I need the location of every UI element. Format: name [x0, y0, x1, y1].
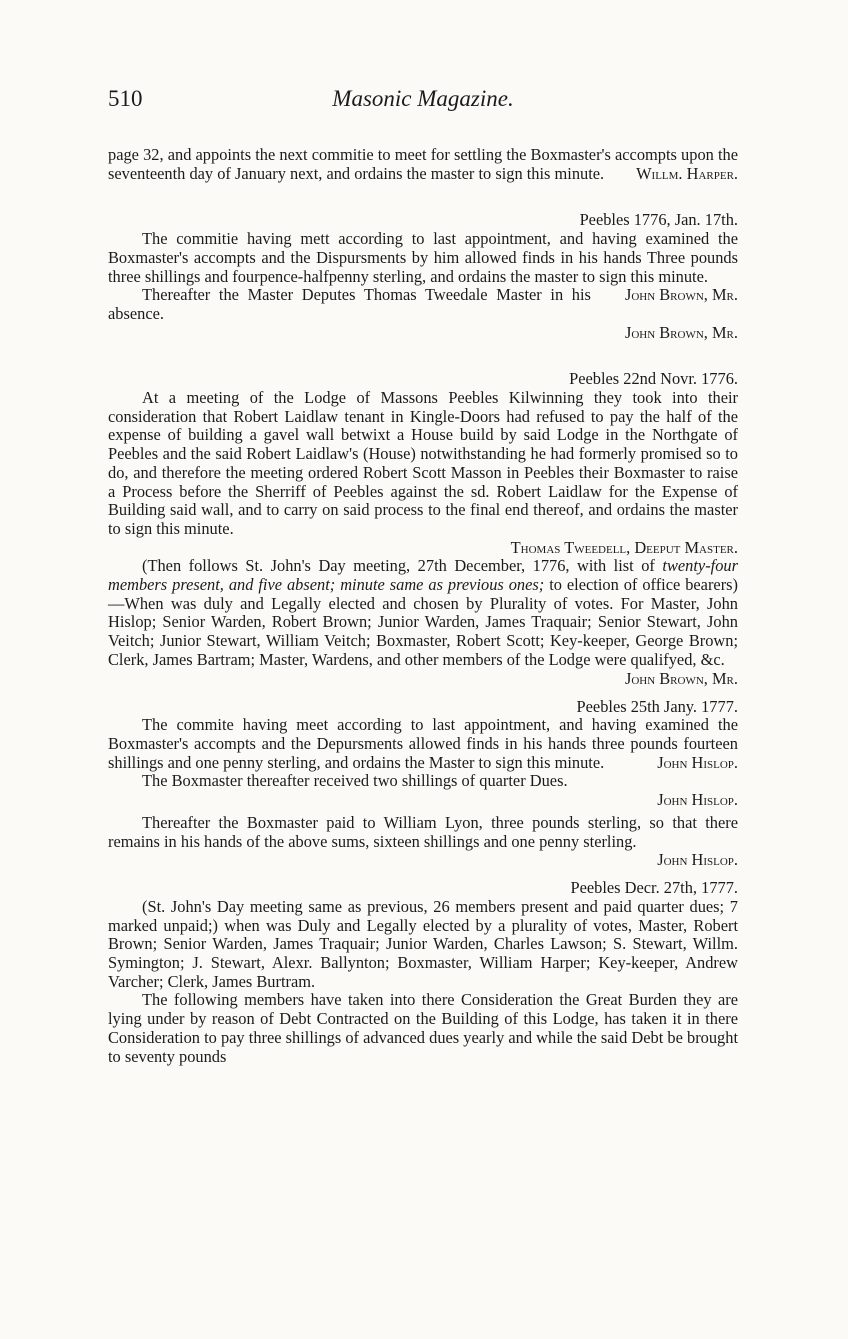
minute-paragraph — [108, 716, 738, 772]
paragraph-text: to election of office bearers)—When was duly and Legally elected and chosen by Plurality of votes. For Master, John Hislop; Senior Warden, Robert Brown; Junior Warden, James Traquair; Senior Stewart, John Veitch; Junior Stewart, William Veitch; Boxmaster, Robert Scott; Key-keeper, George Brown; Clerk, James Bartram; Master, Wardens, and other members of the Lodge were qualifyed, &c. — [108, 575, 738, 669]
minute-dateline: Peebles 25th Jany. 1777. — [576, 696, 738, 716]
signature: John Hislop. — [657, 752, 738, 772]
paragraph-text: The commitie having mett according to last appointment, and having examined the Boxmaster's accompts and the Dispursments by him allowed finds in his hands Three pounds three shillings and fourpence-halfpenny sterling, and ordains the master to sign this minute. — [108, 229, 738, 286]
minute-paragraph — [108, 146, 738, 183]
signature: John Brown, Mr. — [624, 285, 738, 305]
paragraph-text: The commite having meet according to last appointment, and having examined the Boxmaster's accompts and the Depursments allowed finds in his hands three pounds fourteen shillings and one penny sterling, and ordains the Master to sign this minute. — [108, 715, 738, 772]
minute-dateline: Peebles Decr. 27th, 1777. — [570, 878, 738, 898]
signature: John Hislop. — [657, 850, 738, 870]
minute-dateline: Peebles 1776, Jan. 17th. — [579, 210, 738, 230]
italic-text: twenty-four members present, and five absent; minute same as previous ones; — [108, 556, 738, 595]
signature: Thomas Tweedell, Deeput Master. — [510, 537, 738, 557]
signature: John Brown, Mr. — [624, 322, 738, 342]
signature: John Brown, Mr. — [624, 668, 738, 688]
paragraph-text: (Then follows St. John's Day meeting, 27th December, 1776, with list of — [142, 556, 663, 576]
page-body — [108, 146, 738, 1066]
minute-paragraph: (St. John's Day meeting same as previous, 26 members present and paid quarter dues; 7 marked unpaid;) when was Duly and Legally elected by a plurality of votes, Master, Robert Brown; Senior Warden, James Traquair; Junior Warden, Charles Lawson; S. Stewart, Willm. Symington; J. Stewart, Alexr. Ballynton; Boxmaster, William Harper; Key-keeper, Andrew Varcher; Clerk, James Burtram. — [108, 896, 738, 991]
signature: John Hislop. — [657, 790, 738, 810]
minute-dateline: Peebles 22nd Novr. 1776. — [569, 369, 738, 389]
minute-paragraph: The Boxmaster thereafter received two shillings of quarter Dues. — [142, 771, 568, 791]
minute-paragraph — [108, 812, 738, 870]
minute-paragraph: The following members have taken into there Consideration the Great Burden they are lying under by reason of Debt Contracted on the Building of this Lodge, has taken it in there Consideration to pay three shillings of advanced dues yearly and while the said Debt be brought to seventy pounds — [108, 990, 738, 1066]
signature: Willm. Harper. — [636, 163, 738, 183]
running-title: Masonic Magazine. — [332, 86, 514, 111]
minute-paragraph — [108, 556, 738, 688]
paragraph-text: page 32, and appoints the next commitie to meet for settling the Boxmaster's accompts upon the seventeenth day of January next, and ordains the master to sign this minute. — [108, 145, 738, 183]
page-number: 510 — [108, 86, 143, 111]
page-header — [108, 86, 738, 120]
paragraph-text: Thereafter the Boxmaster paid to William Lyon, three pounds sterling, so that there remains in his hands of the above sums, sixteen shillings and one penny sterling. — [108, 812, 738, 851]
minute-paragraph: Thereafter the Master Deputes Thomas Tweedale Master in his absence. — [108, 285, 591, 323]
minute-paragraph: At a meeting of the Lodge of Massons Peebles Kilwinning they took into their consideration that Robert Laidlaw tenant in Kingle-Doors had refused to pay the half of the expense of building a gavel wall betwixt a House build by said Lodge in the Northgate of Peebles and the said Robert Laidlaw's (House) notwithstanding he had formerly promised so to do, and therefore the meeting ordered Robert Scott Masson in Peebles their Boxmaster to raise a Process before the Sherriff of Peebles against the sd. Robert Laidlaw for the Expense of Building said wall, and to carry on said process to the final end thereof, and ordains the master to sign this minute. — [108, 388, 738, 538]
